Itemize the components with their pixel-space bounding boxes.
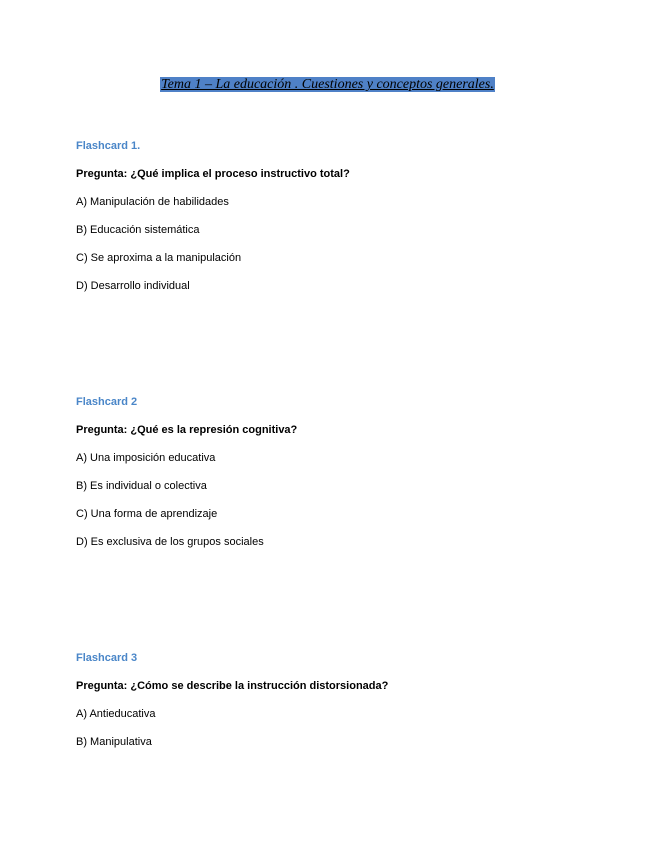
answer-option-d: D) Desarrollo individual	[76, 280, 190, 292]
flashcard-label: Flashcard 2	[76, 396, 138, 408]
answer-option-b: B) Educación sistemática	[76, 224, 200, 236]
flashcard-1	[76, 138, 636, 294]
flashcard-label: Flashcard 3	[76, 652, 138, 664]
answer-option-d: D) Es exclusiva de los grupos sociales	[76, 536, 264, 548]
answer-option-b: B) Manipulativa	[76, 736, 152, 748]
answer-option-a: A) Antieducativa	[76, 708, 156, 720]
document-title-text: Tema 1 – La educación . Cuestiones y conceptos generales.	[161, 77, 494, 92]
document-title	[0, 76, 655, 94]
answer-option-c: C) Una forma de aprendizaje	[76, 508, 218, 520]
flashcard-question: Pregunta: ¿Qué es la represión cognitiva?	[76, 424, 298, 436]
flashcard-question: Pregunta: ¿Cómo se describe la instrucción distorsionada?	[76, 680, 389, 692]
answer-option-b: B) Es individual o colectiva	[76, 480, 207, 492]
flashcard-question: Pregunta: ¿Qué implica el proceso instructivo total?	[76, 168, 350, 180]
flashcard-3	[76, 650, 636, 750]
answer-option-a: A) Manipulación de habilidades	[76, 196, 229, 208]
answer-option-a: A) Una imposición educativa	[76, 452, 216, 464]
flashcard-2	[76, 394, 636, 550]
answer-option-c: C) Se aproxima a la manipulación	[76, 252, 242, 264]
flashcard-label: Flashcard 1.	[76, 140, 141, 152]
